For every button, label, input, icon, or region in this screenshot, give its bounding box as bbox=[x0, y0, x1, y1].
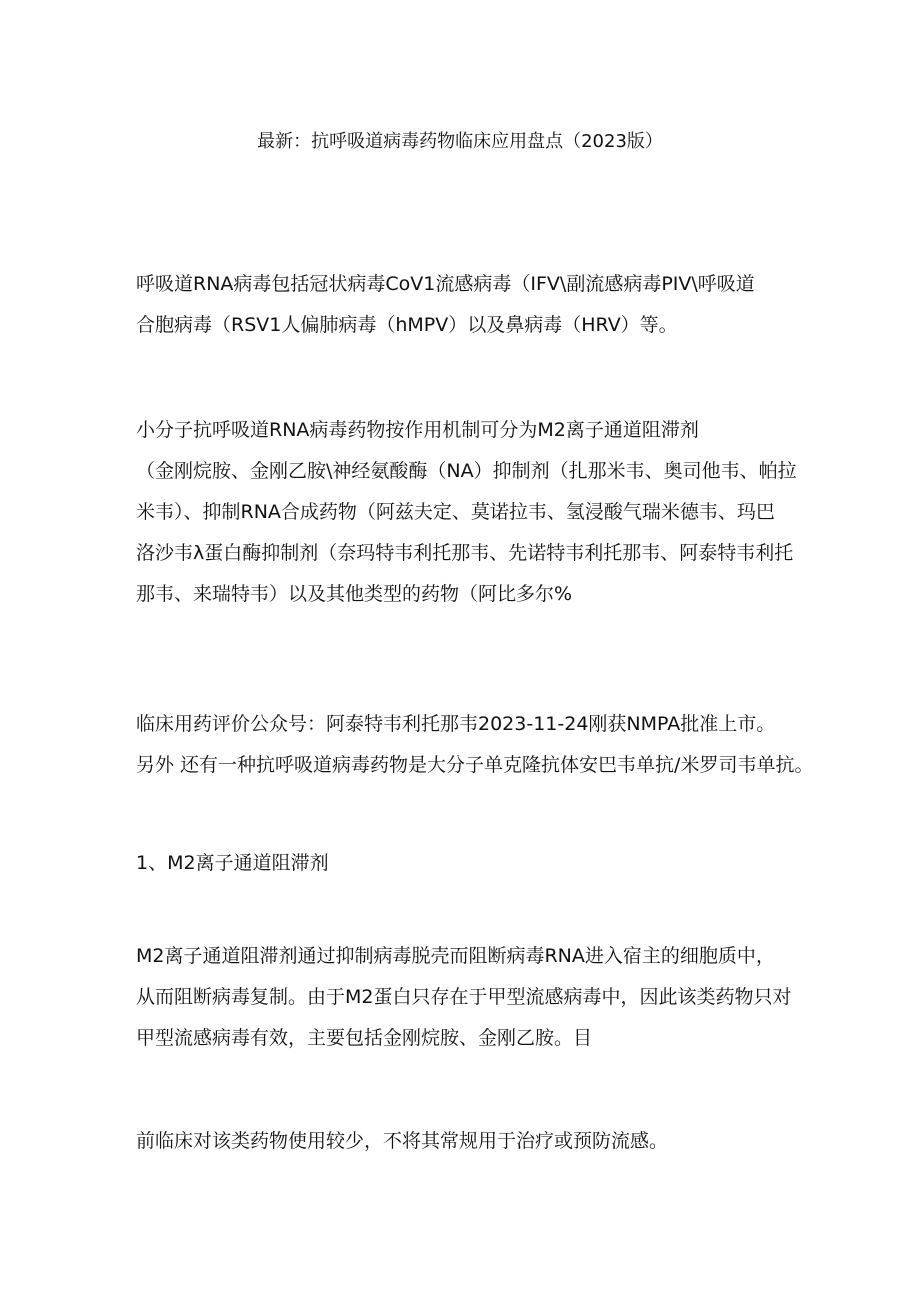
paragraph-clinical-use bbox=[136, 1121, 796, 1162]
text-line: 合胞病毒（RSV1人偏肺病毒（hMPV）以及鼻病毒（HRV）等。 bbox=[136, 314, 678, 336]
text-line: M2离子通道阻滞剂通过抑制病毒脱壳而阻断病毒RNA进入宿主的细胞质中， bbox=[136, 945, 775, 967]
document-title: 最新：抗呼吸道病毒药物临床应用盘点（2023版） bbox=[257, 131, 663, 152]
section-heading-text: 1、M2离子通道阻滞剂 bbox=[136, 852, 329, 874]
text-line: 前临床对该类药物使用较少，不将其常规用于治疗或预防流感。 bbox=[136, 1130, 669, 1152]
text-line: 小分子抗呼吸道RNA病毒药物按作用机制可分为M2离子通道阻滞剂 bbox=[136, 419, 699, 441]
text-line: 呼吸道RNA病毒包括冠状病毒CoV1流感病毒（IFV\副流感病毒PIV\呼吸道 bbox=[136, 273, 755, 295]
text-line: 洛沙韦λ蛋白酶抑制剂（奈玛特韦利托那韦、先诺特韦利托那韦、阿泰特韦利托 bbox=[136, 542, 794, 564]
paragraph-virus-types bbox=[136, 264, 796, 346]
paragraph-approval-note bbox=[136, 704, 814, 786]
text-line: 从而阻断病毒复制。由于M2蛋白只存在于甲型流感病毒中，因此该类药物只对 bbox=[136, 986, 792, 1008]
text-line: 另外 还有一种抗呼吸道病毒药物是大分子单克隆抗体安巴韦单抗/米罗司韦单抗。 bbox=[136, 754, 814, 776]
section-heading bbox=[136, 843, 796, 884]
text-line: 那韦、来瑞特韦）以及其他类型的药物（阿比多尔% bbox=[136, 583, 573, 605]
text-line: 甲型流感病毒有效，主要包括金刚烷胺、金刚乙胺。目 bbox=[136, 1027, 593, 1049]
paragraph-drug-classes bbox=[136, 410, 796, 615]
text-line: 米韦）、抑制RNA合成药物（阿兹夫定、莫诺拉韦、氢浸酸气瑞米德韦、玛巴 bbox=[136, 501, 775, 523]
text-line: 临床用药评价公众号：阿泰特韦利托那韦2023-11-24刚获NMPA批准上市。 bbox=[136, 713, 776, 735]
text-line: （金刚烷胺、金刚乙胺\神经氨酸酶（NA）抑制剂（扎那米韦、奥司他韦、帕拉 bbox=[136, 460, 797, 482]
paragraph-m2-mechanism bbox=[136, 936, 796, 1059]
